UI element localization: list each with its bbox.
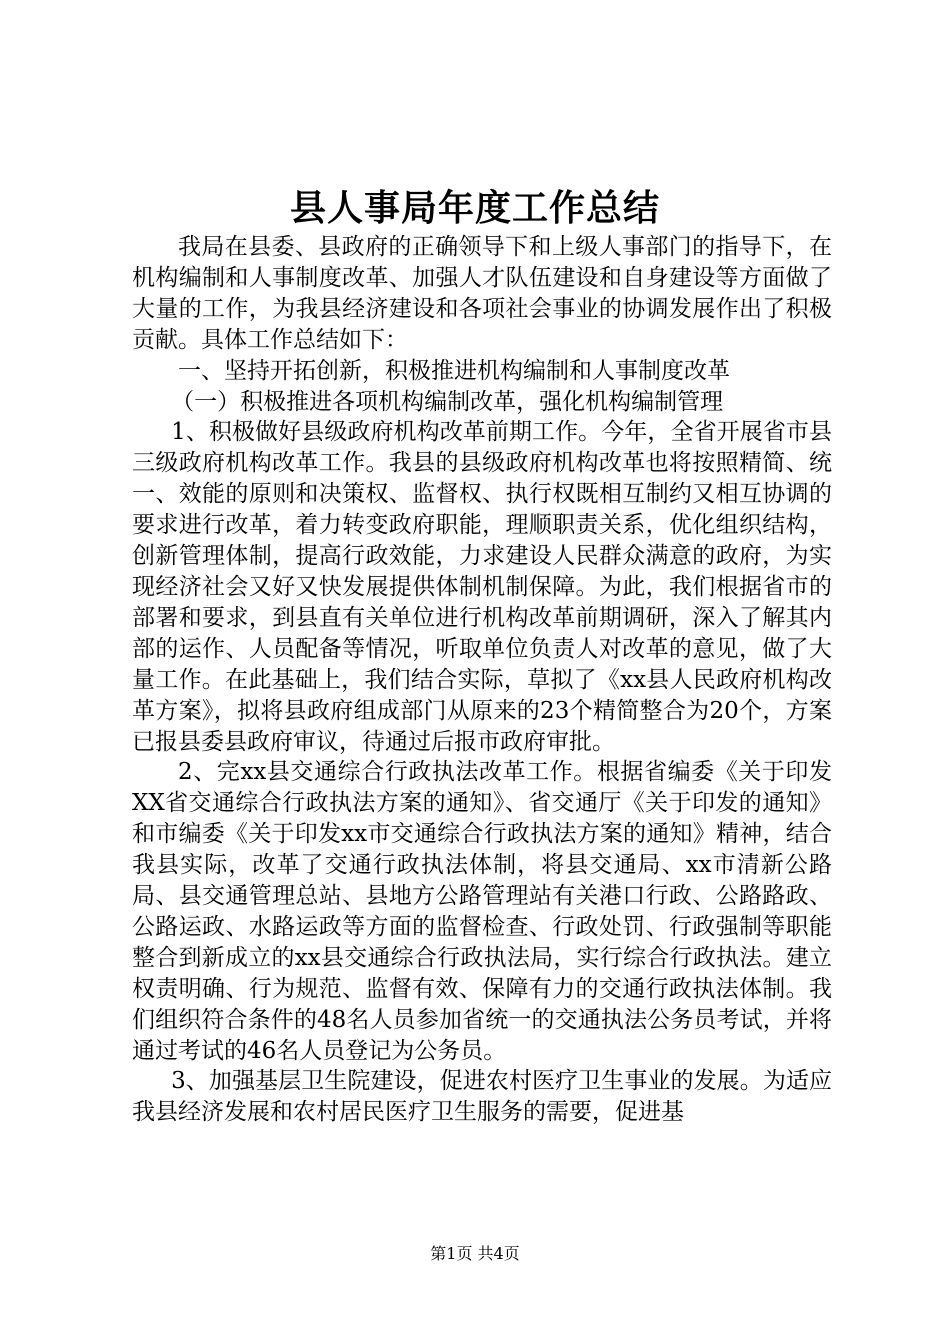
paragraph-item-3: 3、加强基层卫生院建设，促进农村医疗卫生事业的发展。为适应我县经济发展和农村居民医疗卫生服务的需要，促进基 xyxy=(132,1068,832,1126)
paragraph-item-2: 2、完xx县交通综合行政执法改革工作。根据省编委《关于印发XX省交通综合行政执法方案的通知》、省交通厅《关于印发的通知》和市编委《关于印发xx市交通综合行政执法方案的通知》精神，结合我县实际，改革了交通行政执法体制，将县交通局、xx市清新公路局、县交通管理总站、县地方公路管理站有关港口行政、公路路政、公路运政、水路运政等方面的监督检查、行政处罚、行政强制等职能整合到新成立的xx县交通综合行政执法局，实行综合行政执法。建立权责明确、行为规范、监督有效、保障有力的交通行政执法体制。我们组织符合条件的48名人员参加省统一的交通执法公务员考试，并将通过考试的46名人员登记为公务员。 xyxy=(132,759,832,1064)
paragraph-intro: 我局在县委、县政府的正确领导下和上级人事部门的指导下，在机构编制和人事制度改革、加强人才队伍建设和自身建设等方面做了大量的工作，为我县经济建设和各项社会事业的协调发展作出了积极贡献。具体工作总结如下： xyxy=(132,234,832,353)
document-body xyxy=(132,232,832,1128)
paragraph-item-1: 1、积极做好县级政府机构改革前期工作。今年，全省开展省市县三级政府机构改革工作。我县的县级政府机构改革也将按照精简、统一、效能的原则和决策权、监督权、执行权既相互制约又相互协调的要求进行改革，着力转变政府职能，理顺职责关系，优化组织结构，创新管理体制，提高行政效能，力求建设人民群众满意的政府，为实现经济社会又好又快发展提供体制机制保障。为此，我们根据省市的部署和要求，到县直有关单位进行机构改革前期调研，深入了解其内部的运作、人员配备等情况，听取单位负责人对改革的意见，做了大量工作。在此基础上，我们结合实际，草拟了《xx县人民政府机构改革方案》，拟将县政府组成部门从原来的23个精简整合为20个，方案已报县委县政府审议，待通过后报市政府审批。 xyxy=(132,419,832,755)
document-title: 县人事局年度工作总结 xyxy=(289,187,660,229)
page-number-footer: 第1页 共4页 xyxy=(430,1244,520,1263)
subsection-heading-1: （一）积极推进各项机构编制改革，强化机构编制管理 xyxy=(171,388,724,415)
section-heading-1: 一、坚持开拓创新，积极推进机构编制和人事制度改革 xyxy=(178,357,730,384)
